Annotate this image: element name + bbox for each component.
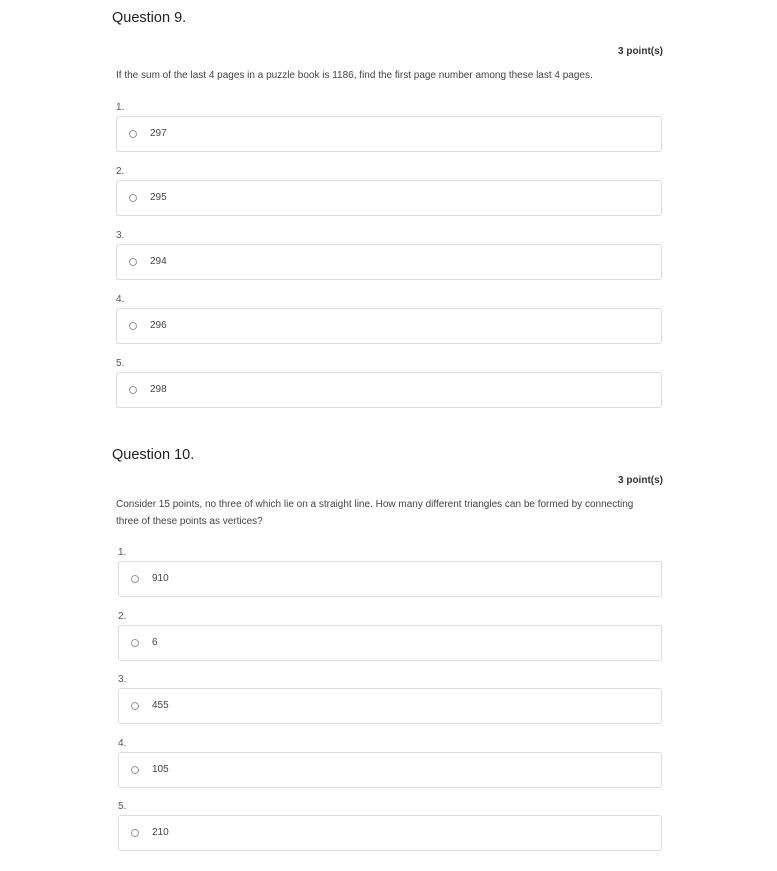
radio-button[interactable] (131, 639, 139, 647)
option-number: 5. (118, 801, 127, 812)
option-label: 455 (152, 700, 169, 711)
option-label: 6 (152, 637, 158, 648)
question-text: Consider 15 points, no three of which lie on a straight line. How many different triangles can be formed by connecting three of these points as vertices? (116, 499, 634, 527)
answer-option-5[interactable] (116, 372, 662, 408)
option-number: 5. (116, 358, 125, 369)
radio-button[interactable] (129, 130, 137, 138)
option-label: 297 (150, 128, 167, 139)
question-title: Question 10. (112, 447, 195, 463)
answer-option-2[interactable] (116, 180, 662, 216)
answer-option-3[interactable] (116, 244, 662, 280)
question-title: Question 9. (112, 10, 187, 26)
radio-button[interactable] (131, 766, 139, 774)
option-label: 105 (152, 764, 169, 775)
option-label: 295 (150, 192, 167, 203)
radio-button[interactable] (129, 322, 137, 330)
points-badge: 3 point(s) (618, 475, 663, 486)
radio-button[interactable] (131, 829, 139, 837)
option-number: 4. (116, 294, 125, 305)
option-number: 1. (118, 547, 127, 558)
radio-button[interactable] (129, 258, 137, 266)
option-label: 210 (152, 827, 169, 838)
answer-option-3[interactable] (118, 688, 662, 724)
radio-button[interactable] (131, 702, 139, 710)
radio-button[interactable] (131, 575, 139, 583)
option-label: 910 (152, 573, 169, 584)
option-number: 1. (116, 102, 125, 113)
answer-option-1[interactable] (116, 116, 662, 152)
option-number: 3. (118, 674, 127, 685)
option-label: 296 (150, 320, 167, 331)
answer-option-4[interactable] (118, 752, 662, 788)
answer-option-1[interactable] (118, 561, 662, 597)
option-number: 4. (118, 738, 127, 749)
option-label: 294 (150, 256, 167, 267)
answer-option-5[interactable] (118, 815, 662, 851)
answer-option-4[interactable] (116, 308, 662, 344)
option-label: 298 (150, 384, 167, 395)
option-number: 2. (116, 166, 125, 177)
option-number: 3. (116, 230, 125, 241)
answer-option-2[interactable] (118, 625, 662, 661)
option-number: 2. (118, 611, 127, 622)
question-text: If the sum of the last 4 pages in a puzzle book is 1186, find the first page number among these last 4 pages. (116, 70, 593, 81)
points-badge: 3 point(s) (618, 46, 663, 57)
radio-button[interactable] (129, 194, 137, 202)
radio-button[interactable] (129, 386, 137, 394)
